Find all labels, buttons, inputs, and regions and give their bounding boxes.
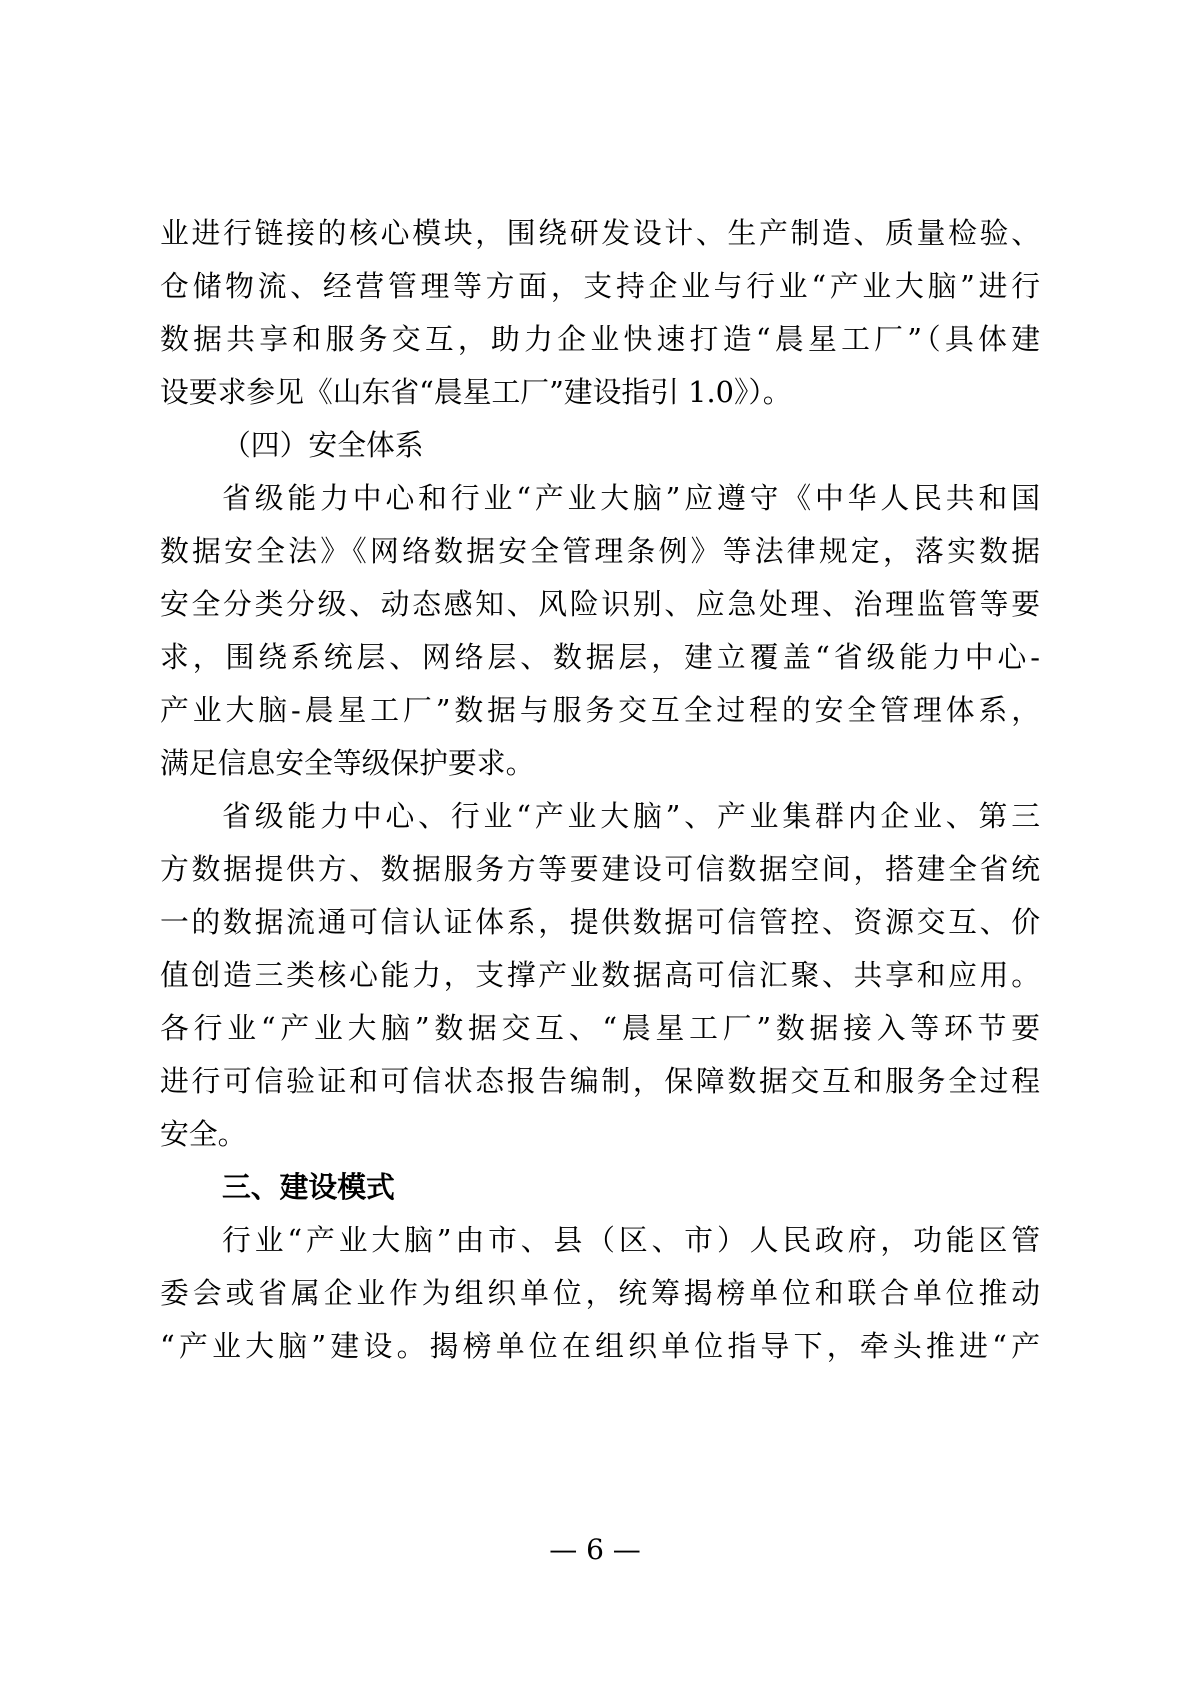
- section-heading-construction-mode: 三、建设模式: [222, 1170, 395, 1204]
- paragraph-line: 一的数据流通可信认证体系，提供数据可信管控、资源交互、价: [160, 905, 1040, 939]
- paragraph-line: 方数据提供方、数据服务方等要建设可信数据空间，搭建全省统: [160, 852, 1040, 886]
- paragraph-line: 各行业“产业大脑”数据交互、“晨星工厂”数据接入等环节要: [160, 1011, 1040, 1045]
- paragraph-line: 满足信息安全等级保护要求。: [160, 746, 535, 780]
- paragraph-line: 进行可信验证和可信状态报告编制，保障数据交互和服务全过程: [160, 1064, 1040, 1098]
- paragraph-line: 安全分类分级、动态感知、风险识别、应急处理、治理监管等要: [160, 587, 1040, 621]
- paragraph-line: 安全。: [160, 1117, 247, 1151]
- paragraph-line: 省级能力中心和行业“产业大脑”应遵守《中华人民共和国: [222, 481, 1040, 515]
- paragraph-line: 数据安全法》《网络数据安全管理条例》等法律规定，落实数据: [160, 534, 1040, 568]
- paragraph-line: 求，围绕系统层、网络层、数据层，建立覆盖“省级能力中心-: [160, 640, 1040, 674]
- paragraph-line: 仓储物流、经营管理等方面，支持企业与行业“产业大脑”进行: [160, 269, 1040, 303]
- page-number: — 6 —: [549, 1533, 641, 1566]
- paragraph-line: 设要求参见《山东省“晨星工厂”建设指引 1.0》）。: [160, 375, 792, 409]
- paragraph-line: 委会或省属企业作为组织单位，统筹揭榜单位和联合单位推动: [160, 1276, 1040, 1310]
- paragraph-line: 行业“产业大脑”由市、县（区、市）人民政府，功能区管: [222, 1223, 1040, 1257]
- paragraph-line: “产业大脑”建设。揭榜单位在组织单位指导下，牵头推进“产: [160, 1329, 1040, 1363]
- paragraph-line: 数据共享和服务交互，助力企业快速打造“晨星工厂”（具体建: [160, 322, 1040, 356]
- paragraph-line: 产业大脑-晨星工厂”数据与服务交互全过程的安全管理体系，: [160, 693, 1040, 727]
- section-heading-security: （四）安全体系: [222, 428, 424, 462]
- paragraph-line: 省级能力中心、行业“产业大脑”、产业集群内企业、第三: [222, 799, 1040, 833]
- paragraph-line: 业进行链接的核心模块，围绕研发设计、生产制造、质量检验、: [160, 216, 1040, 250]
- paragraph-line: 值创造三类核心能力，支撑产业数据高可信汇聚、共享和应用。: [160, 958, 1040, 992]
